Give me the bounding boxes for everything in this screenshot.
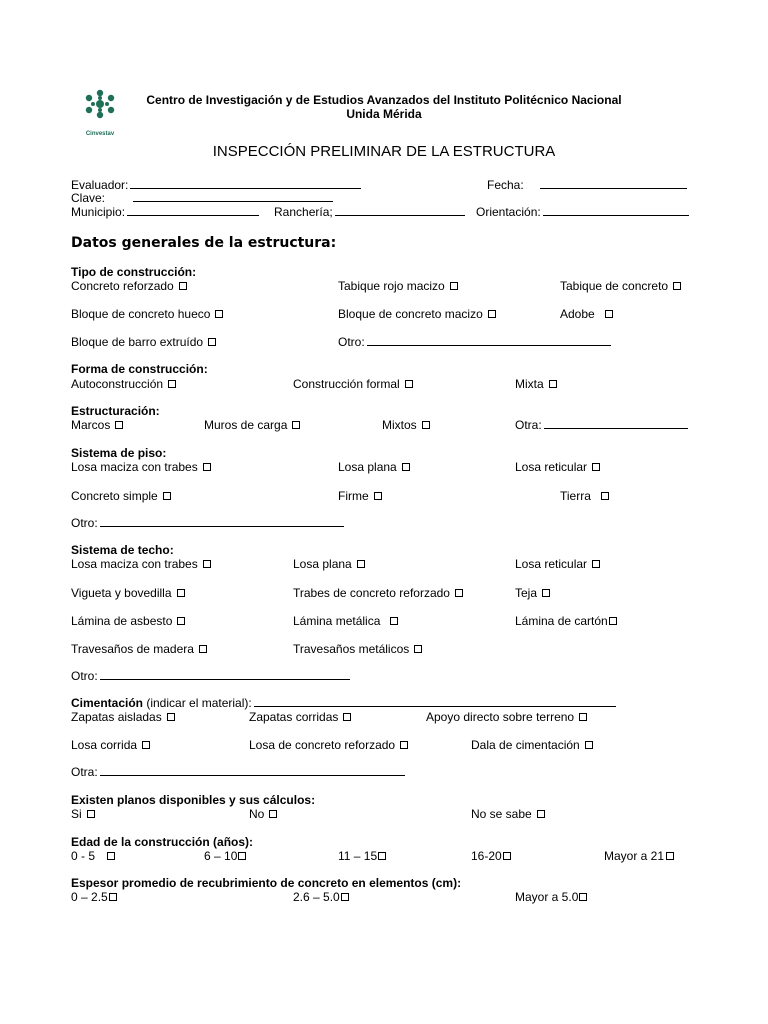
checkbox[interactable]	[208, 338, 216, 346]
fecha-field[interactable]	[487, 178, 687, 192]
cimentacion-material-line[interactable]	[254, 696, 616, 707]
checkbox[interactable]	[488, 310, 496, 318]
institution-name: Centro de Investigación y de Estudios Avanzados del Instituto Politécnico Nacional	[146, 93, 622, 107]
otro-line[interactable]	[100, 669, 350, 680]
option-label: Muros de carga	[204, 418, 288, 432]
datos-heading: Datos generales de la estructura:	[71, 235, 337, 251]
option-label: Firme	[338, 489, 369, 503]
option-label: Losa corrida	[71, 738, 138, 752]
cimentacion-heading-field[interactable]	[71, 696, 616, 710]
forma-option[interactable]	[71, 377, 176, 391]
tipo-otro-field[interactable]	[338, 335, 611, 349]
option-label: Autoconstrucción	[71, 377, 164, 391]
option-label: Si	[71, 807, 82, 821]
checkbox[interactable]	[341, 893, 349, 901]
piso-option[interactable]	[338, 460, 410, 474]
techo-option[interactable]	[71, 614, 185, 628]
estructuracion-option[interactable]	[382, 418, 430, 432]
checkbox[interactable]	[107, 852, 115, 860]
estructuracion-option[interactable]	[204, 418, 300, 432]
otra-label: Otra:	[515, 418, 542, 432]
techo-option[interactable]	[293, 614, 398, 628]
orientacion-field[interactable]	[476, 205, 689, 219]
option-label: Tierra	[560, 489, 591, 503]
option-label: Teja	[515, 586, 538, 600]
checkbox[interactable]	[177, 617, 185, 625]
piso-option[interactable]	[338, 489, 382, 503]
planos-option[interactable]	[471, 807, 545, 821]
orientacion-label: Orientación:	[476, 205, 541, 219]
tipo-option[interactable]	[338, 307, 496, 321]
checkbox[interactable]	[374, 492, 382, 500]
estructuracion-option[interactable]	[71, 418, 123, 432]
option-label: Losa plana	[293, 557, 352, 571]
municipio-label: Municipio:	[71, 205, 126, 219]
option-label: 2.6 – 5.0	[293, 890, 340, 904]
option-label: Concreto simple	[71, 489, 158, 503]
option-label: Losa plana	[338, 460, 397, 474]
option-label: 16-20	[471, 849, 502, 863]
rancheria-line[interactable]	[335, 205, 465, 216]
page-title: INSPECCIÓN PRELIMINAR DE LA ESTRUCTURA	[212, 143, 556, 160]
option-label: Bloque de concreto hueco	[71, 307, 211, 321]
option-label: No se sabe	[471, 807, 532, 821]
piso-option[interactable]	[515, 460, 600, 474]
techo-option[interactable]	[71, 557, 211, 571]
option-label: Tabique rojo macizo	[338, 279, 445, 293]
option-label: Mixta	[515, 377, 544, 391]
checkbox[interactable]	[542, 589, 550, 597]
option-label: Losa de concreto reforzado	[249, 738, 396, 752]
otra-label: Otra:	[71, 765, 98, 779]
option-label: Apoyo directo sobre terreno	[426, 710, 575, 724]
techo-option[interactable]	[293, 586, 463, 600]
option-label: 0 - 5	[71, 849, 96, 863]
option-label: Travesaños de madera	[71, 642, 194, 656]
fecha-label: Fecha:	[487, 178, 524, 192]
edad-heading: Edad de la construcción (años):	[71, 835, 254, 849]
checkbox[interactable]	[455, 589, 463, 597]
techo-option[interactable]	[293, 557, 365, 571]
techo-option[interactable]	[515, 586, 550, 600]
cimentacion-option[interactable]	[71, 738, 150, 752]
edad-option[interactable]	[604, 849, 674, 863]
edad-option[interactable]	[471, 849, 511, 863]
checkbox[interactable]	[168, 380, 176, 388]
tipo-option[interactable]	[71, 279, 187, 293]
checkbox[interactable]	[179, 282, 187, 290]
checkbox[interactable]	[592, 560, 600, 568]
option-label: 6 – 10	[204, 849, 238, 863]
checkbox[interactable]	[414, 645, 422, 653]
checkbox[interactable]	[142, 741, 150, 749]
checkbox[interactable]	[402, 463, 410, 471]
cimentacion-option[interactable]	[71, 710, 175, 724]
option-label: Lámina metálica	[293, 614, 381, 628]
option-label: Travesaños metálicos	[293, 642, 410, 656]
checkbox[interactable]	[673, 282, 681, 290]
institution-unit: Unida Mérida	[346, 107, 422, 121]
checkbox[interactable]	[601, 492, 609, 500]
option-label: 11 – 15	[338, 849, 378, 863]
logo-text: Cinvestav	[85, 131, 115, 137]
forma-option[interactable]	[515, 377, 557, 391]
espesor-option[interactable]	[71, 890, 117, 904]
checkbox[interactable]	[549, 380, 557, 388]
rancheria-field[interactable]	[274, 205, 465, 219]
checkbox[interactable]	[450, 282, 458, 290]
municipio-line[interactable]	[127, 205, 259, 216]
option-label: Losa maciza con trabes	[71, 557, 198, 571]
option-label: Marcos	[71, 418, 111, 432]
otro-label: Otro:	[71, 669, 98, 683]
planos-option[interactable]	[71, 807, 95, 821]
piso-otro-field[interactable]	[71, 516, 344, 530]
checkbox[interactable]	[109, 893, 117, 901]
otra-line[interactable]	[100, 765, 405, 776]
edad-option[interactable]	[71, 849, 115, 863]
piso-option[interactable]	[71, 489, 171, 503]
clave-field[interactable]	[71, 191, 333, 205]
tipo-option[interactable]	[560, 307, 613, 321]
checkbox[interactable]	[292, 421, 300, 429]
techo-option[interactable]	[293, 642, 422, 656]
checkbox[interactable]	[215, 310, 223, 318]
checkbox[interactable]	[203, 560, 211, 568]
cimentacion-option[interactable]	[249, 738, 408, 752]
checkbox[interactable]	[269, 810, 277, 818]
checkbox[interactable]	[238, 852, 246, 860]
edad-option[interactable]	[204, 849, 246, 863]
option-label: Mayor a 21	[604, 849, 665, 863]
option-label: No	[249, 807, 265, 821]
rancheria-label: Ranchería;	[274, 205, 333, 219]
option-label: Adobe	[560, 307, 595, 321]
evaluador-line[interactable]	[130, 178, 361, 189]
orientacion-line[interactable]	[543, 205, 689, 216]
option-label: Trabes de concreto reforzado	[293, 586, 450, 600]
espesor-option[interactable]	[293, 890, 349, 904]
cimentacion-option[interactable]	[249, 710, 351, 724]
option-label: Concreto reforzado	[71, 279, 174, 293]
checkbox[interactable]	[167, 713, 175, 721]
techo-otro-field[interactable]	[71, 669, 350, 683]
checkbox[interactable]	[605, 310, 613, 318]
option-label: Tabique de concreto	[560, 279, 669, 293]
option-label: Mixtos	[382, 418, 417, 432]
option-label: Lámina de cartón	[515, 614, 608, 628]
edad-option[interactable]	[338, 849, 386, 863]
checkbox[interactable]	[87, 810, 95, 818]
cimentacion-option[interactable]	[471, 738, 593, 752]
evaluador-label: Evaluador:	[71, 178, 129, 192]
option-label: Zapatas corridas	[249, 710, 339, 724]
checkbox[interactable]	[422, 421, 430, 429]
checkbox[interactable]	[666, 852, 674, 860]
checkbox[interactable]	[390, 617, 398, 625]
evaluador-field[interactable]	[71, 178, 361, 192]
planos-heading: Existen planos disponibles y sus cálculos:	[71, 793, 316, 807]
otro-label: Otro:	[338, 335, 365, 349]
checkbox[interactable]	[579, 893, 587, 901]
checkbox[interactable]	[115, 421, 123, 429]
tipo-option[interactable]	[338, 279, 458, 293]
otro-line[interactable]	[367, 335, 611, 346]
option-label: Construcción formal	[293, 377, 400, 391]
techo-option[interactable]	[71, 586, 185, 600]
piso-option[interactable]	[71, 460, 211, 474]
option-label: Losa maciza con trabes	[71, 460, 198, 474]
checkbox[interactable]	[405, 380, 413, 388]
option-label: Losa reticular	[515, 557, 588, 571]
techo-option[interactable]	[71, 642, 207, 656]
tipo-option[interactable]	[71, 335, 216, 349]
estructuracion-otra-field[interactable]	[515, 418, 688, 432]
option-label: Bloque de concreto macizo	[338, 307, 483, 321]
checkbox[interactable]	[163, 492, 171, 500]
option-label: Zapatas aisladas	[71, 710, 162, 724]
option-label: Losa reticular	[515, 460, 588, 474]
cimentacion-note: (indicar el material):	[143, 696, 252, 710]
estructuracion-heading: Estructuración:	[71, 404, 160, 418]
option-label: Lámina de asbesto	[71, 614, 173, 628]
checkbox[interactable]	[503, 852, 511, 860]
piso-heading: Sistema de piso:	[71, 446, 167, 460]
cimentacion-option[interactable]	[426, 710, 587, 724]
checkbox[interactable]	[609, 617, 617, 625]
tipo-option[interactable]	[560, 279, 681, 293]
otro-line[interactable]	[100, 516, 344, 527]
tipo-heading: Tipo de construcción:	[71, 265, 197, 279]
checkbox[interactable]	[585, 741, 593, 749]
municipio-field[interactable]	[71, 205, 259, 219]
piso-option[interactable]	[560, 489, 609, 503]
option-label: Dala de cimentación	[471, 738, 580, 752]
fecha-line[interactable]	[540, 178, 687, 189]
option-label: Mayor a 5.0	[515, 890, 579, 904]
clave-label: Clave:	[71, 191, 106, 205]
espesor-heading: Espesor promedio de recubrimiento de concreto en elementos (cm):	[71, 876, 462, 890]
checkbox[interactable]	[203, 463, 211, 471]
techo-option[interactable]	[515, 614, 617, 628]
checkbox[interactable]	[378, 852, 386, 860]
option-label: 0 – 2.5	[71, 890, 108, 904]
checkbox[interactable]	[177, 589, 185, 597]
checkbox[interactable]	[357, 560, 365, 568]
tipo-option[interactable]	[71, 307, 223, 321]
forma-heading: Forma de construcción:	[71, 362, 208, 376]
otro-label: Otro:	[71, 516, 98, 530]
option-label: Bloque de barro extruído	[71, 335, 204, 349]
otra-line[interactable]	[544, 418, 688, 429]
clave-line[interactable]	[133, 191, 333, 202]
checkbox[interactable]	[199, 645, 207, 653]
option-label: Vigueta y bovedilla	[71, 586, 172, 600]
cimentacion-otra-field[interactable]	[71, 765, 405, 779]
cimentacion-heading: Cimentación	[71, 696, 144, 710]
checkbox[interactable]	[400, 741, 408, 749]
checkbox[interactable]	[343, 713, 351, 721]
checkbox[interactable]	[579, 713, 587, 721]
techo-heading: Sistema de techo:	[71, 543, 174, 557]
checkbox[interactable]	[592, 463, 600, 471]
espesor-option[interactable]	[515, 890, 587, 904]
techo-option[interactable]	[515, 557, 600, 571]
checkbox[interactable]	[537, 810, 545, 818]
planos-option[interactable]	[249, 807, 277, 821]
forma-option[interactable]	[293, 377, 413, 391]
